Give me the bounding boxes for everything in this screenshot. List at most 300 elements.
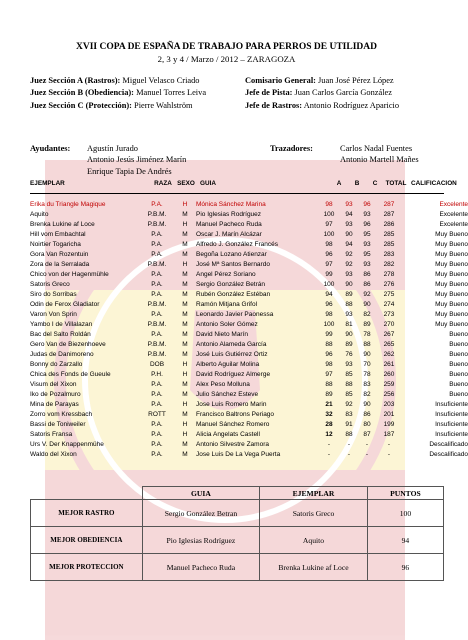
cell-total: 282 [383, 261, 395, 268]
cell-total: 287 [383, 211, 395, 218]
cell-raza: P.B.M. [147, 351, 167, 358]
awards-col-guia: GUIA [142, 487, 259, 500]
cell-score-b: 88 [345, 301, 353, 308]
cell-sexo: M [182, 311, 188, 318]
cell-calificacion: Insuficiente [435, 421, 468, 428]
col-header-a: A [336, 180, 342, 187]
col-header-sexo: SEXO [177, 180, 195, 187]
award-guia: Manuel Pacheco Ruda [142, 554, 259, 581]
cell-sexo: M [182, 341, 188, 348]
award-row [31, 554, 444, 581]
cell-guia: Antonio Soler Gómez [196, 321, 258, 328]
table-row [30, 340, 468, 350]
award-label: MEJOR PROTECCION [31, 554, 143, 581]
cell-score-c: 83 [363, 381, 371, 388]
cell-score-b: 93 [345, 271, 353, 278]
cell-sexo: H [182, 261, 188, 268]
cell-sexo: M [182, 271, 188, 278]
awards-block [30, 486, 444, 581]
cell-score-a: 97 [325, 221, 333, 228]
cell-ejemplar: Hill vom Embachtal [30, 231, 86, 238]
cell-score-c: 78 [363, 331, 371, 338]
cell-sexo: H [182, 401, 188, 408]
cell-calificacion: Muy Bueno [435, 301, 468, 308]
cell-sexo: M [182, 241, 188, 248]
award-puntos: 96 [367, 554, 443, 581]
cell-score-a: 28 [325, 421, 333, 428]
cell-total: 286 [383, 221, 395, 228]
cell-calificacion: Muy Bueno [435, 291, 468, 298]
cell-sexo: M [182, 251, 188, 258]
official-name: Juan José Pérez López [318, 76, 394, 85]
table-row [30, 420, 468, 430]
cell-raza: P.B.M. [147, 211, 167, 218]
cell-total: 274 [383, 301, 395, 308]
cell-score-b: 88 [345, 431, 353, 438]
cell-guia: Rubén González Estéban [196, 291, 271, 298]
ayudante-name: Antonio Jesús Jiménez Marín [87, 155, 187, 165]
cell-calificacion: Excelente [439, 211, 468, 218]
cell-raza: P.B.M. [147, 261, 167, 268]
col-header-c: C [372, 180, 378, 187]
cell-total: 285 [383, 241, 395, 248]
cell-score-a: 96 [325, 301, 333, 308]
cell-total: 273 [383, 311, 395, 318]
cell-calificacion: Muy Bueno [435, 251, 468, 258]
cell-score-c: 87 [363, 431, 371, 438]
cell-guia: David Rodríguez Almerge [196, 371, 271, 378]
table-row [30, 390, 468, 400]
cell-total: 270 [383, 321, 395, 328]
cell-score-c: 86 [363, 271, 371, 278]
cell-score-a: 96 [325, 351, 333, 358]
cell-raza: ROTT [148, 411, 166, 418]
cell-score-c: 95 [363, 231, 371, 238]
cell-score-a: 98 [325, 241, 333, 248]
table-row [30, 370, 468, 380]
cell-ejemplar: Satoris Fransa [30, 431, 73, 438]
cell-guia: Oscar J. Marín Alcázar [196, 231, 262, 238]
cell-score-c: 90 [363, 301, 371, 308]
cell-raza: P.B.M. [147, 301, 167, 308]
cell-score-b: 94 [345, 211, 353, 218]
cell-guia: Alfredo J. González Francés [196, 241, 279, 248]
cell-raza: DOB [149, 361, 165, 368]
awards-table [30, 486, 444, 581]
cell-score-c: 88 [363, 341, 371, 348]
cell-sexo: H [182, 221, 188, 228]
cell-guia: Manuel Sánchez Romero [196, 421, 270, 428]
table-row [30, 310, 468, 320]
cell-ejemplar: Bonny do Zarzallo [30, 361, 83, 368]
cell-ejemplar: Bac del Salto Roldán [30, 331, 91, 338]
table-row [30, 240, 468, 250]
cell-ejemplar: Mina de Parayas [30, 401, 79, 408]
cell-score-a: 99 [325, 331, 333, 338]
cell-ejemplar: Gero Van de Biezenhoeve [30, 341, 106, 348]
cell-guia: Sergio González Betrán [196, 281, 266, 288]
cell-score-c: 92 [363, 291, 371, 298]
official-label: Jefe de Pista: [245, 88, 293, 98]
cell-raza: P.A. [151, 331, 163, 338]
table-row [30, 380, 468, 390]
cell-score-c: 96 [363, 221, 371, 228]
cell-guia: Alberto Aguilar Molina [196, 361, 260, 368]
cell-score-c: 95 [363, 251, 371, 258]
cell-total: 256 [383, 391, 395, 398]
cell-ejemplar: Siro do Sorribas [30, 291, 77, 298]
award-guia: Pio Iglesias Rodríguez [142, 527, 259, 554]
cell-total: 276 [383, 281, 395, 288]
cell-guia: Mónica Sánchez Marina [196, 201, 266, 208]
cell-ejemplar: Zorro vom Kressbach [30, 411, 93, 418]
table-row [30, 410, 468, 420]
cell-calificacion: Muy Bueno [435, 241, 468, 248]
official-label: Comisario General: [245, 76, 316, 85]
cell-score-c: 90 [363, 401, 371, 408]
cell-total: 287 [383, 201, 395, 208]
cell-guia: Francisco Baltrons Periago [196, 411, 275, 418]
cell-raza: P.A. [151, 251, 163, 258]
official-name: Juan Carlos García González [294, 88, 392, 98]
cell-guia: Julio Sánchez Esteve [196, 391, 259, 398]
table-row [30, 300, 468, 310]
document-title: XVII COPA DE ESPAÑA DE TRABAJO PARA PERROS DE UTILIDAD [76, 42, 377, 52]
cell-raza: P.B.M. [147, 321, 167, 328]
results-header [30, 180, 457, 190]
cell-score-c: - [365, 441, 369, 448]
awards-col-puntos: PUNTOS [367, 487, 443, 500]
cell-sexo: M [182, 301, 188, 308]
cell-raza: P.A. [151, 281, 163, 288]
cell-score-a: 32 [325, 411, 333, 418]
cell-guia: José Mª Santos Bernardo [196, 261, 270, 268]
cell-calificacion: Bueno [449, 371, 468, 378]
awards-col-ejemplar: EJEMPLAR [260, 487, 368, 500]
cell-sexo: M [182, 451, 188, 458]
results-table [30, 200, 468, 460]
cell-calificacion: Excelente [439, 201, 468, 208]
cell-score-a: 89 [325, 391, 333, 398]
cell-score-a: 98 [325, 311, 333, 318]
cell-score-a: 100 [323, 321, 335, 328]
cell-score-b: 88 [345, 381, 353, 388]
award-guia: Sergio González Betran [142, 500, 259, 527]
cell-guia: Antonio Silvestre Zamora [196, 441, 269, 448]
cell-calificacion: Bueno [449, 331, 468, 338]
official-name: Antonio Rodríguez Aparicio [303, 100, 400, 110]
cell-total: 261 [383, 361, 395, 368]
cell-ejemplar: Noirtier Togaricha [30, 241, 81, 248]
table-row [30, 330, 468, 340]
officials-row [30, 100, 440, 112]
cell-total: 259 [383, 381, 395, 388]
cell-sexo: M [182, 211, 188, 218]
cell-score-b: 93 [345, 221, 353, 228]
cell-sexo: H [182, 421, 188, 428]
cell-total: 275 [383, 291, 395, 298]
cell-ejemplar: Satoris Greco [30, 281, 70, 288]
cell-guia: Jose Luis De La Vega Puerta [196, 451, 281, 458]
cell-calificacion: Muy Bueno [435, 231, 468, 238]
award-row [31, 527, 444, 554]
cell-score-b: - [347, 441, 351, 448]
table-row [30, 250, 468, 260]
header-divider [30, 193, 444, 194]
col-header-guia: GUIA [200, 180, 216, 187]
cell-score-b: 92 [345, 251, 353, 258]
award-ejemplar: Satoris Greco [260, 500, 368, 527]
cell-raza: P.A. [151, 391, 163, 398]
cell-score-b: 89 [345, 291, 353, 298]
col-header-b: B [354, 180, 360, 187]
cell-score-a: 98 [325, 201, 333, 208]
cell-raza: P.A. [151, 201, 163, 208]
table-row [30, 260, 468, 270]
cell-ejemplar: Urs V. Der Knappenmühe [30, 441, 104, 448]
cell-guia: Jose Luis Romero Marin [196, 401, 267, 408]
cell-guia: David Nieto Marín [196, 331, 249, 338]
cell-total: 267 [383, 331, 395, 338]
cell-total: 283 [383, 251, 395, 258]
awards-header-empty [31, 487, 143, 500]
cell-score-c: 70 [363, 361, 371, 368]
cell-calificacion: Muy Bueno [435, 261, 468, 268]
table-row [30, 230, 468, 240]
cell-raza: P.A. [151, 401, 163, 408]
cell-score-a: - [327, 441, 331, 448]
cell-raza: P.A. [151, 451, 163, 458]
table-row [30, 200, 468, 210]
officials-row [30, 87, 440, 99]
cell-score-b: 85 [345, 391, 353, 398]
cell-raza: P.B.M. [147, 221, 167, 228]
cell-score-c: 93 [363, 241, 371, 248]
official-label: Juez Sección A (Rastros): [30, 76, 121, 85]
cell-raza: P.A. [151, 381, 163, 388]
cell-calificacion: Bueno [449, 391, 468, 398]
cell-score-b: 76 [345, 351, 353, 358]
cell-raza: P.A. [151, 421, 163, 428]
cell-ejemplar: Brenka Lukine af Loce [30, 221, 95, 228]
cell-calificacion: Insuficiente [435, 411, 468, 418]
cell-score-b: 92 [345, 401, 353, 408]
official-name: Manuel Torres Leiva [136, 88, 207, 98]
cell-sexo: M [182, 281, 188, 288]
officials-row [30, 75, 440, 87]
award-label: MEJOR OBEDIENCIA [31, 527, 143, 554]
cell-score-a: 88 [325, 381, 333, 388]
table-row [30, 290, 468, 300]
cell-score-b: 89 [345, 341, 353, 348]
cell-total: 187 [383, 431, 395, 438]
cell-calificacion: Muy Bueno [435, 271, 468, 278]
cell-ejemplar: Varon Von Sprin [30, 311, 77, 318]
cell-guia: Angel Pérez Soriano [196, 271, 256, 278]
cell-ejemplar: Chica des Fonds de Gueule [30, 371, 111, 378]
cell-score-c: 80 [363, 421, 371, 428]
cell-score-a: 99 [325, 271, 333, 278]
cell-ejemplar: Iko de Pozalmuro [30, 391, 81, 398]
cell-ejemplar: Aquito [30, 211, 49, 218]
cell-score-a: - [327, 451, 331, 458]
cell-calificacion: Bueno [449, 341, 468, 348]
official-label: Juez Sección B (Obediencia): [30, 88, 134, 98]
table-row [30, 350, 468, 360]
cell-score-b: 92 [345, 261, 353, 268]
cell-score-c: - [365, 451, 369, 458]
cell-score-b: 91 [345, 421, 353, 428]
cell-score-a: 96 [325, 251, 333, 258]
cell-guia: José Luis Gutiérrez Ortiz [196, 351, 268, 358]
cell-raza: P.A. [151, 311, 163, 318]
trazadores-list [340, 143, 419, 166]
cell-calificacion: Bueno [449, 351, 468, 358]
cell-total: 260 [383, 371, 395, 378]
award-ejemplar: Brenka Lukine af Loce [260, 554, 368, 581]
cell-score-c: 93 [363, 261, 371, 268]
cell-sexo: M [182, 321, 188, 328]
official-label: Juez Sección C (Protección): [30, 100, 132, 110]
table-row [30, 360, 468, 370]
cell-sexo: M [182, 441, 188, 448]
trazador-name: Carlos Nadal Fuentes [340, 144, 413, 153]
cell-score-a: 100 [323, 211, 335, 218]
award-puntos: 100 [367, 500, 443, 527]
cell-calificacion: Insuficiente [435, 401, 468, 408]
cell-sexo: M [182, 231, 188, 238]
cell-score-b: 90 [345, 231, 353, 238]
cell-raza: P.A. [151, 431, 163, 438]
ayudante-name: Enrique Tapia De Andrés [87, 166, 172, 176]
cell-sexo: M [182, 411, 188, 418]
table-row [30, 440, 468, 450]
official-name: Miguel Velasco Criado [122, 76, 200, 85]
officials-block [30, 75, 440, 112]
cell-calificacion: Descalificado [429, 441, 468, 448]
cell-score-c: 90 [363, 351, 371, 358]
cell-total: 203 [383, 401, 395, 408]
cell-score-a: 21 [325, 401, 333, 408]
cell-ejemplar: Gora Van Rozentuin [30, 251, 89, 258]
cell-sexo: H [182, 201, 188, 208]
cell-score-a: 98 [325, 361, 333, 368]
cell-score-a: 88 [325, 341, 333, 348]
cell-score-b: 93 [345, 201, 353, 208]
cell-total: 285 [383, 231, 395, 238]
col-header-calificacion: CALIFICACION [411, 180, 457, 187]
cell-calificacion: Muy Bueno [435, 281, 468, 288]
cell-total: - [387, 451, 391, 458]
cell-guia: Leonardo Javier Paonessa [196, 311, 274, 318]
cell-ejemplar: Visum del Xixon [30, 381, 77, 388]
cell-score-b: 90 [345, 331, 353, 338]
cell-score-b: 83 [345, 411, 353, 418]
cell-score-a: 100 [323, 231, 335, 238]
official-name: Pierre Wahlström [134, 100, 193, 110]
cell-score-b: 81 [345, 321, 353, 328]
cell-total: 262 [383, 351, 395, 358]
ayudantes-list [87, 143, 186, 177]
cell-score-b: 90 [345, 281, 353, 288]
cell-score-c: 93 [363, 211, 371, 218]
award-row [31, 500, 444, 527]
col-header-raza: RAZA [154, 180, 172, 187]
cell-total: 278 [383, 271, 395, 278]
cell-raza: P.B.M. [147, 341, 167, 348]
cell-sexo: H [182, 431, 188, 438]
col-header-total: TOTAL [385, 180, 407, 187]
cell-calificacion: Descalificado [429, 451, 468, 458]
cell-raza: P.A. [151, 291, 163, 298]
cell-ejemplar: Bassi de Toniweiler [30, 421, 86, 428]
cell-ejemplar: Chico von der Hagenmühle [30, 271, 109, 278]
table-row [30, 320, 468, 330]
cell-calificacion: Bueno [449, 361, 468, 368]
cell-total: 265 [383, 341, 395, 348]
cell-guia: Ramón Mitjana Grifol [196, 301, 258, 308]
awards-header-row [31, 487, 444, 500]
cell-calificacion: Excelente [439, 221, 468, 228]
cell-sexo: H [182, 361, 188, 368]
cell-raza: P.H. [151, 371, 163, 378]
cell-ejemplar: Judas de Danimoreno [30, 351, 94, 358]
cell-sexo: M [182, 391, 188, 398]
table-row [30, 400, 468, 410]
cell-score-b: - [347, 451, 351, 458]
cell-score-c: 82 [363, 311, 371, 318]
cell-score-a: 97 [325, 371, 333, 378]
cell-calificacion: Muy Bueno [435, 311, 468, 318]
ayudantes-label: Ayudantes: [30, 144, 71, 153]
cell-raza: P.A. [151, 441, 163, 448]
cell-guia: Antonio Alameda García [196, 341, 267, 348]
cell-sexo: M [182, 291, 188, 298]
cell-guia: Begoña Lozano Atienzar [196, 251, 267, 258]
cell-guia: Alicia Angelats Castell [196, 431, 260, 438]
cell-score-b: 85 [345, 371, 353, 378]
cell-score-a: 12 [325, 431, 333, 438]
cell-calificacion: Bueno [449, 381, 468, 388]
cell-total: 201 [383, 411, 395, 418]
trazadores-label: Trazadores: [270, 144, 313, 153]
col-header-ejemplar: EJEMPLAR [30, 180, 65, 187]
cell-total: 199 [383, 421, 395, 428]
trazador-name: Antonio Martell Mañes [340, 155, 419, 165]
ayudante-name: Agustín Jurado [87, 144, 138, 153]
cell-guia: Alex Peso Molluna [196, 381, 250, 388]
cell-score-c: 82 [363, 391, 371, 398]
cell-score-a: 94 [325, 291, 333, 298]
cell-guia: Manuel Pacheco Ruda [196, 221, 262, 228]
cell-ejemplar: Erika du Triangle Magique [30, 201, 106, 208]
cell-score-c: 78 [363, 371, 371, 378]
cell-score-c: 86 [363, 281, 371, 288]
cell-ejemplar: Yambo I de Villalazan [30, 321, 93, 328]
award-label: MEJOR RASTRO [31, 500, 143, 527]
cell-score-a: 97 [325, 261, 333, 268]
cell-calificacion: Muy Bueno [435, 321, 468, 328]
cell-calificacion: Insuficiente [435, 431, 468, 438]
cell-sexo: M [182, 351, 188, 358]
award-puntos: 94 [367, 527, 443, 554]
cell-score-c: 86 [363, 411, 371, 418]
cell-sexo: M [182, 331, 188, 338]
cell-score-c: 96 [363, 201, 371, 208]
official-label: Jefe de Rastros: [245, 100, 303, 110]
cell-raza: P.A. [151, 271, 163, 278]
cell-raza: P.A. [151, 231, 163, 238]
